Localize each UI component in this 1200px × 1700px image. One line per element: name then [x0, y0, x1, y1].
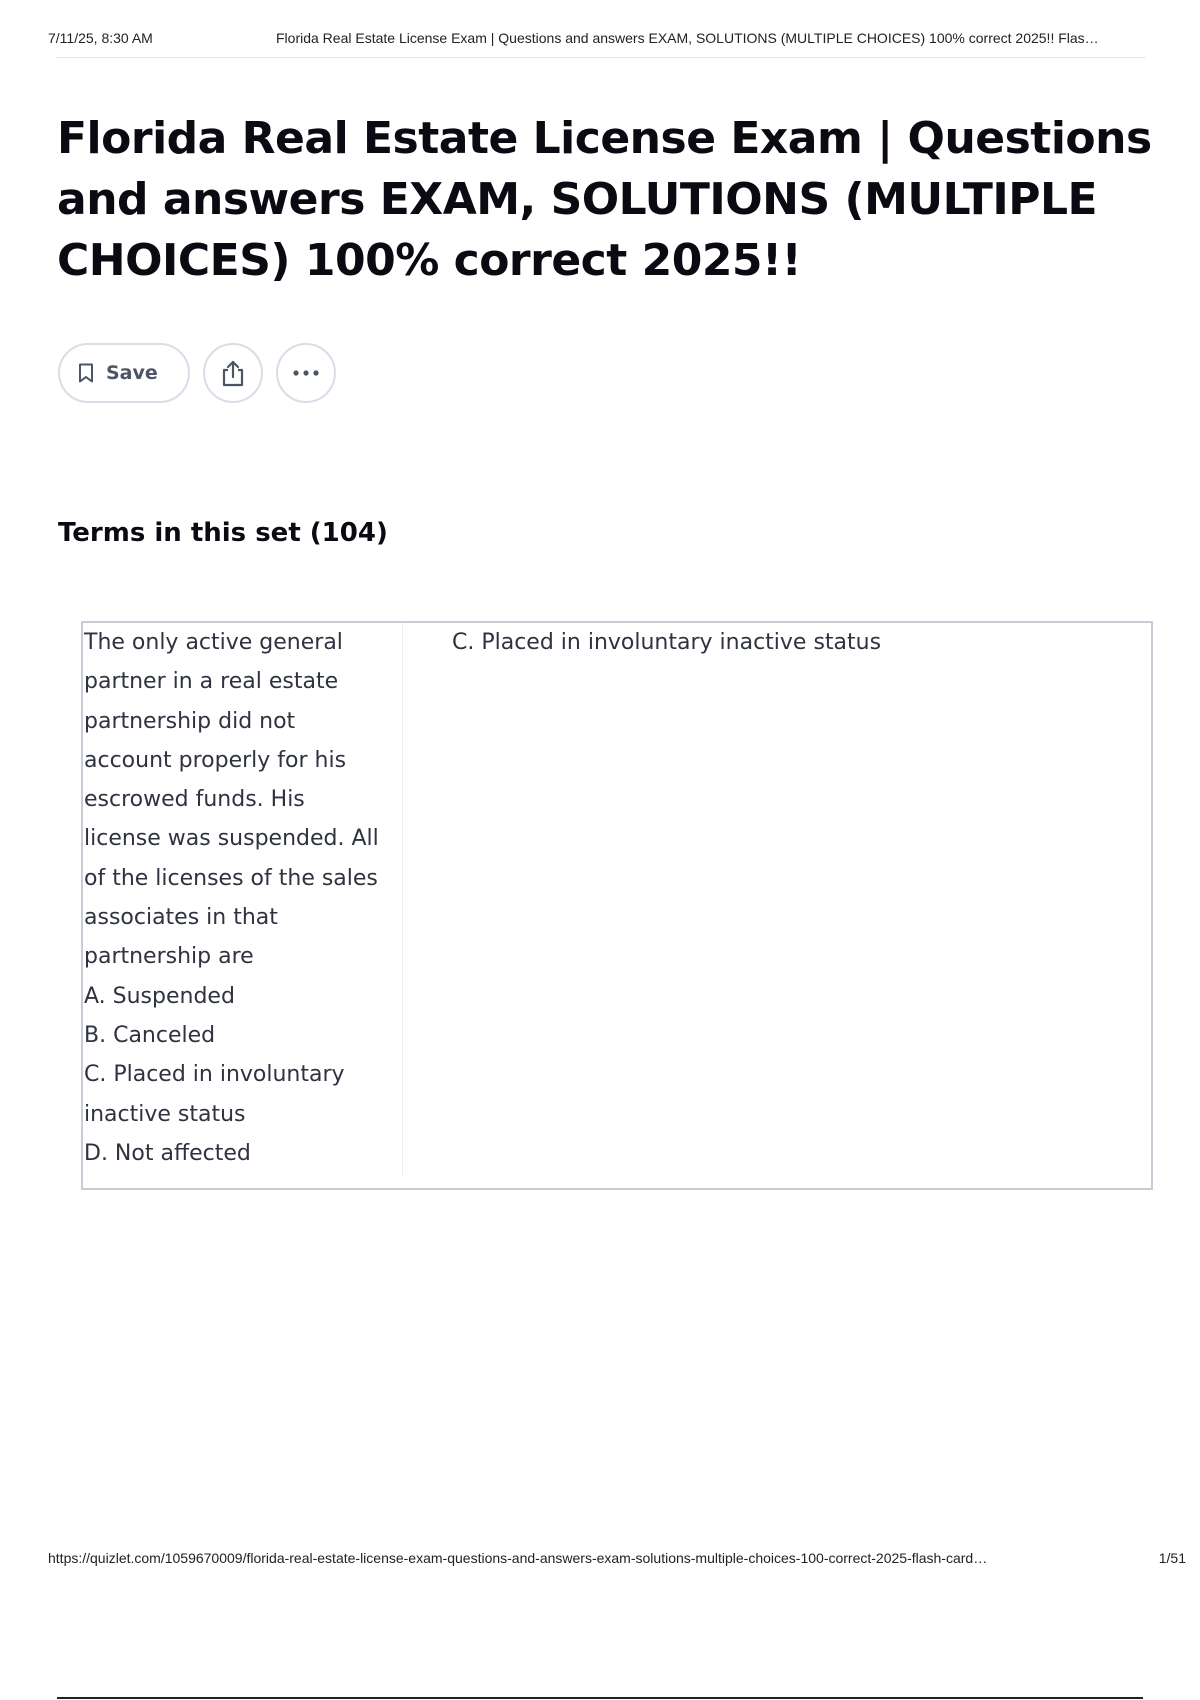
more-icon [292, 369, 320, 377]
card-divider [402, 623, 403, 1176]
action-bar [58, 343, 336, 403]
bookmark-icon [78, 363, 94, 383]
share-icon [220, 359, 246, 387]
page-title: Florida Real Estate License Exam | Questions and answers EXAM, SOLUTIONS (MULTIPLE CHOICES) 100% correct 2025!! [57, 113, 1152, 286]
print-document-title: Florida Real Estate License Exam | Questions and answers EXAM, SOLUTIONS (MULTIPLE CHOICES) 100% correct 2025!! Flas… [276, 30, 1099, 46]
print-footer [48, 1550, 1186, 1566]
print-header [48, 30, 1178, 46]
card-term: The only active general partner in a real estate partnership did not account properly for his escrowed funds. His license was suspended. All of the licenses of the sales associates in that partnership are A. Suspended B. Canceled C. Placed in involuntary inactive status D. Not affected [84, 630, 379, 1166]
card-definition: C. Placed in involuntary inactive status [452, 630, 882, 655]
term-card [81, 621, 1153, 1190]
print-date: 7/11/25, 8:30 AM [48, 30, 153, 46]
save-button[interactable] [58, 343, 190, 403]
bottom-divider [57, 1697, 1143, 1699]
header-divider [56, 57, 1146, 58]
print-url: https://quizlet.com/1059670009/florida-real-estate-license-exam-questions-and-answers-exam-solutions-multiple-choices-100-correct-2025-flash-card… [48, 1550, 988, 1566]
save-button-label: Save [106, 362, 158, 384]
share-button[interactable] [203, 343, 263, 403]
more-options-button[interactable] [276, 343, 336, 403]
terms-heading: Terms in this set (104) [58, 518, 388, 548]
page-number: 1/51 [1158, 1550, 1186, 1566]
